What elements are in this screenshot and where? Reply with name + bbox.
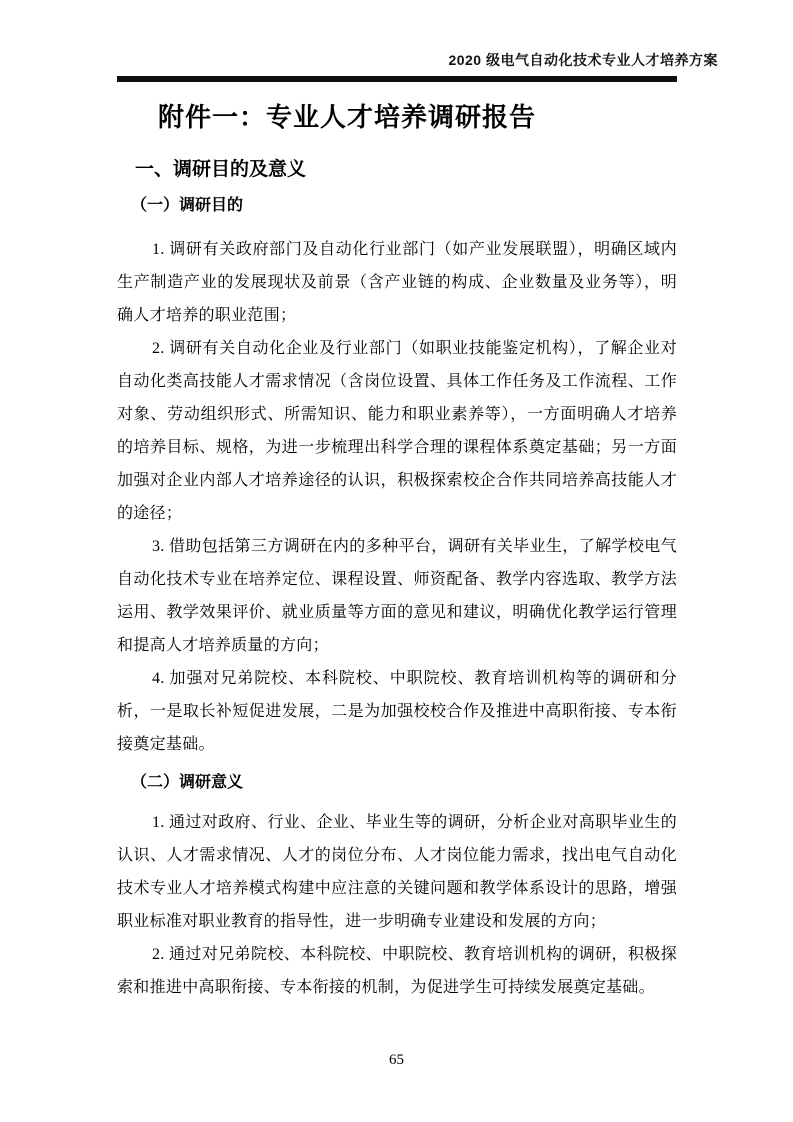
section-heading-research-purpose-and-significance: 一、调研目的及意义 [135, 159, 307, 180]
paragraph-purpose-3: 3. 借助包括第三方调研在内的多种平台，调研有关毕业生，了解学校电气自动化技术专业在培养定位、课程设置、师资配备、教学内容选取、教学方法运用、教学效果评价、就业质量等方面的意见和建议，明确优化教学运行管理和提高人才培养质量的方向； [117, 538, 677, 654]
paragraph-purpose-2: 2. 调研有关自动化企业及行业部门（如职业技能鉴定机构），了解企业对自动化类高技能人才需求情况（含岗位设置、具体工作任务及工作流程、工作对象、劳动组织形式、所需知识、能力和职业素养等），一方面明确人才培养的培养目标、规格，为进一步梳理出科学合理的课程体系奠定基础；另一方面加强对企业内部人才培养途径的认识，积极探索校企合作共同培养高技能人才的途径； [117, 340, 677, 522]
document-title: 附件一：专业人才培养调研报告 [158, 102, 537, 132]
paragraph-significance-2: 2. 通过对兄弟院校、本科院校、中职院校、教育培训机构的调研，积极探索和推进中高职衔接、专本衔接的机制，为促进学生可持续发展奠定基础。 [117, 946, 677, 996]
text-column [117, 0, 718, 1004]
page-number: 65 [389, 1052, 404, 1068]
header-double-rule [117, 76, 677, 82]
running-header: 2020 级电气自动化技术专业人才培养方案 [448, 52, 718, 68]
subsection-heading-research-purpose: （一）调研目的 [131, 197, 244, 214]
subsection-heading-research-significance: （二）调研意义 [131, 774, 244, 791]
paragraph-purpose-1: 1. 调研有关政府部门及自动化行业部门（如产业发展联盟），明确区域内生产制造产业的发展现状及前景（含产业链的构成、企业数量及业务等），明确人才培养的职业范围； [117, 241, 677, 324]
paragraph-significance-1: 1. 通过对政府、行业、企业、毕业生等的调研，分析企业对高职毕业生的认识、人才需求情况、人才的岗位分布、人才岗位能力需求，找出电气自动化技术专业人才培养模式构建中应注意的关键问题和教学体系设计的思路，增强职业标准对职业教育的指导性，进一步明确专业建设和发展的方向； [117, 814, 677, 930]
page-footer [0, 1052, 793, 1068]
paragraph-purpose-4: 4. 加强对兄弟院校、本科院校、中职院校、教育培训机构等的调研和分析，一是取长补短促进发展，二是为加强校校合作及推进中高职衔接、专本衔接奠定基础。 [117, 670, 677, 753]
